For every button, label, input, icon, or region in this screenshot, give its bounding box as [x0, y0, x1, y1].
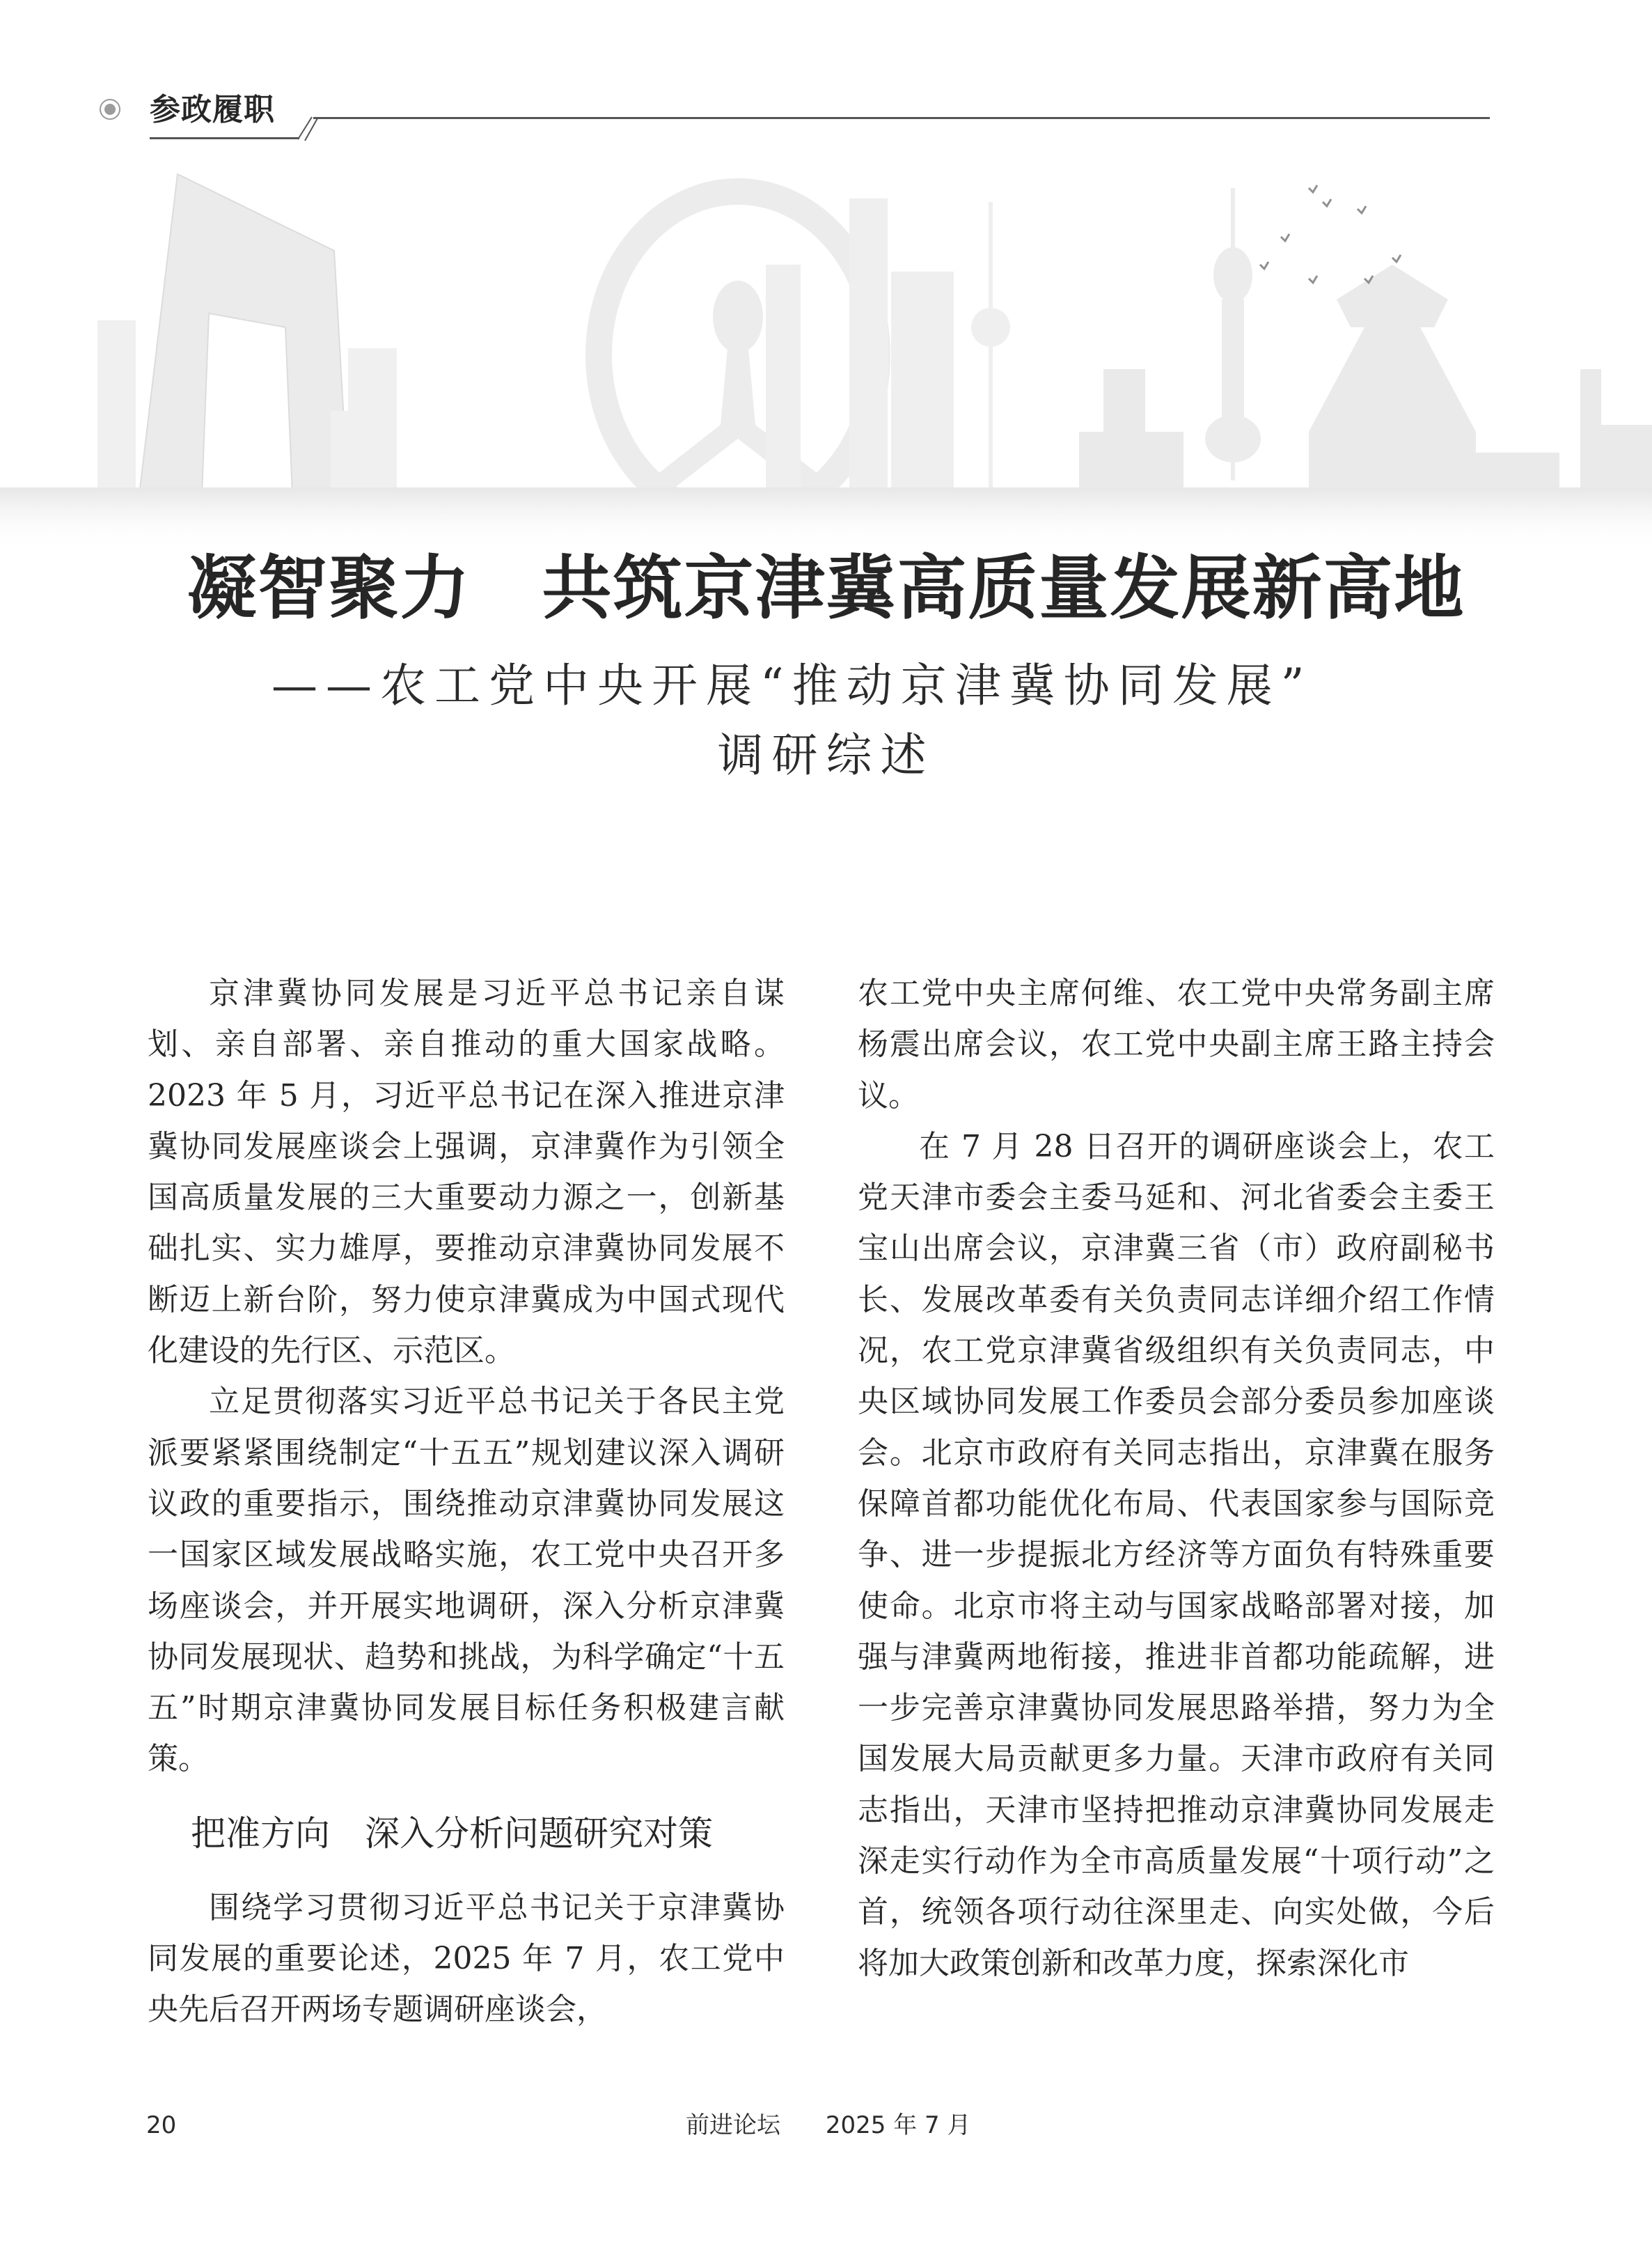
- header-slash-decoration: [291, 111, 319, 142]
- left-column: [148, 968, 785, 2035]
- section-heading: 把准方向 深入分析问题研究对策: [191, 1813, 713, 1854]
- paragraph: 在 7 月 28 日召开的调研座谈会上，农工党天津市委会主委马延和、河北省委会主委王宝山出席会议，京津冀三省（市）政府副秘书长、发展改革委有关负责同志详细介绍工作情况，农工党京津冀省级组织有关负责同志，中央区域协同发展工作委员会部分委员参加座谈会。北京市政府有关同志指出，京津冀在服务保障首都功能优化布局、代表国家参与国际竞争、进一步提振北方经济等方面负有特殊重要使命。北京市将主动与国家战略部署对接，加强与津冀两地衔接，推进非首都功能疏解，进一步完善京津冀协同发展思路举措，努力为全国发展大局贡献更多力量。天津市政府有关同志指出，天津市坚持把推动京津冀协同发展走深走实行动作为全市高质量发展“十项行动”之首，统领各项行动往深里走、向实处做，今后将加大政策创新和改革力度，探索深化市: [858, 1128, 1495, 1981]
- article-subtitle-line2: 调研综述: [717, 728, 935, 782]
- paragraph: 围绕学习贯彻习近平总书记关于京津冀协同发展的重要论述，2025 年 7 月，农工党中央先后召开两场专题调研座谈会，: [148, 1889, 785, 2028]
- paragraph: 立足贯彻落实习近平总书记关于各民主党派要紧紧围绕制定“十五五”规划建议深入调研议政的重要指示，围绕推动京津冀协同发展这一国家区域发展战略实施，农工党中央召开多场座谈会，并开展实地调研，深入分析京津冀协同发展现状、趋势和挑战，为科学确定“十五五”时期京津冀协同发展目标任务积极建言献策。: [148, 1384, 785, 1777]
- header-rule-long: [313, 117, 1490, 119]
- issue-date: 2025 年 7 月: [825, 2111, 971, 2139]
- section-label: 参政履职: [150, 92, 275, 127]
- article-title: 凝智聚力 共筑京津冀高质量发展新高地: [187, 547, 1465, 629]
- publication-name: 前进论坛: [686, 2111, 780, 2139]
- paragraph: 京津冀协同发展是习近平总书记亲自谋划、亲自部署、亲自推动的重大国家战略。2023 年 5 月，习近平总书记在深入推进京津冀协同发展座谈会上强调，京津冀作为引领全国高质量发展的三大重要动力源之一，创新基础扎实、实力雄厚，要推动京津冀协同发展不断迈上新台阶，努力使京津冀成为中国式现代化建设的先行区、示范区。: [148, 976, 785, 1369]
- article-subtitle: ——农工党中央开展“推动京津冀协同发展”: [272, 659, 1313, 712]
- header-rule-short: [150, 137, 299, 139]
- city-skyline-banner: [0, 160, 1652, 550]
- page-number: 20: [146, 2111, 177, 2139]
- section-bullet-icon: [100, 99, 120, 120]
- publication-info: [686, 2110, 970, 2141]
- paragraph: 农工党中央主席何维、农工党中央常务副主席杨震出席会议，农工党中央副主席王路主持会议。: [858, 976, 1495, 1113]
- right-column: [858, 968, 1495, 1989]
